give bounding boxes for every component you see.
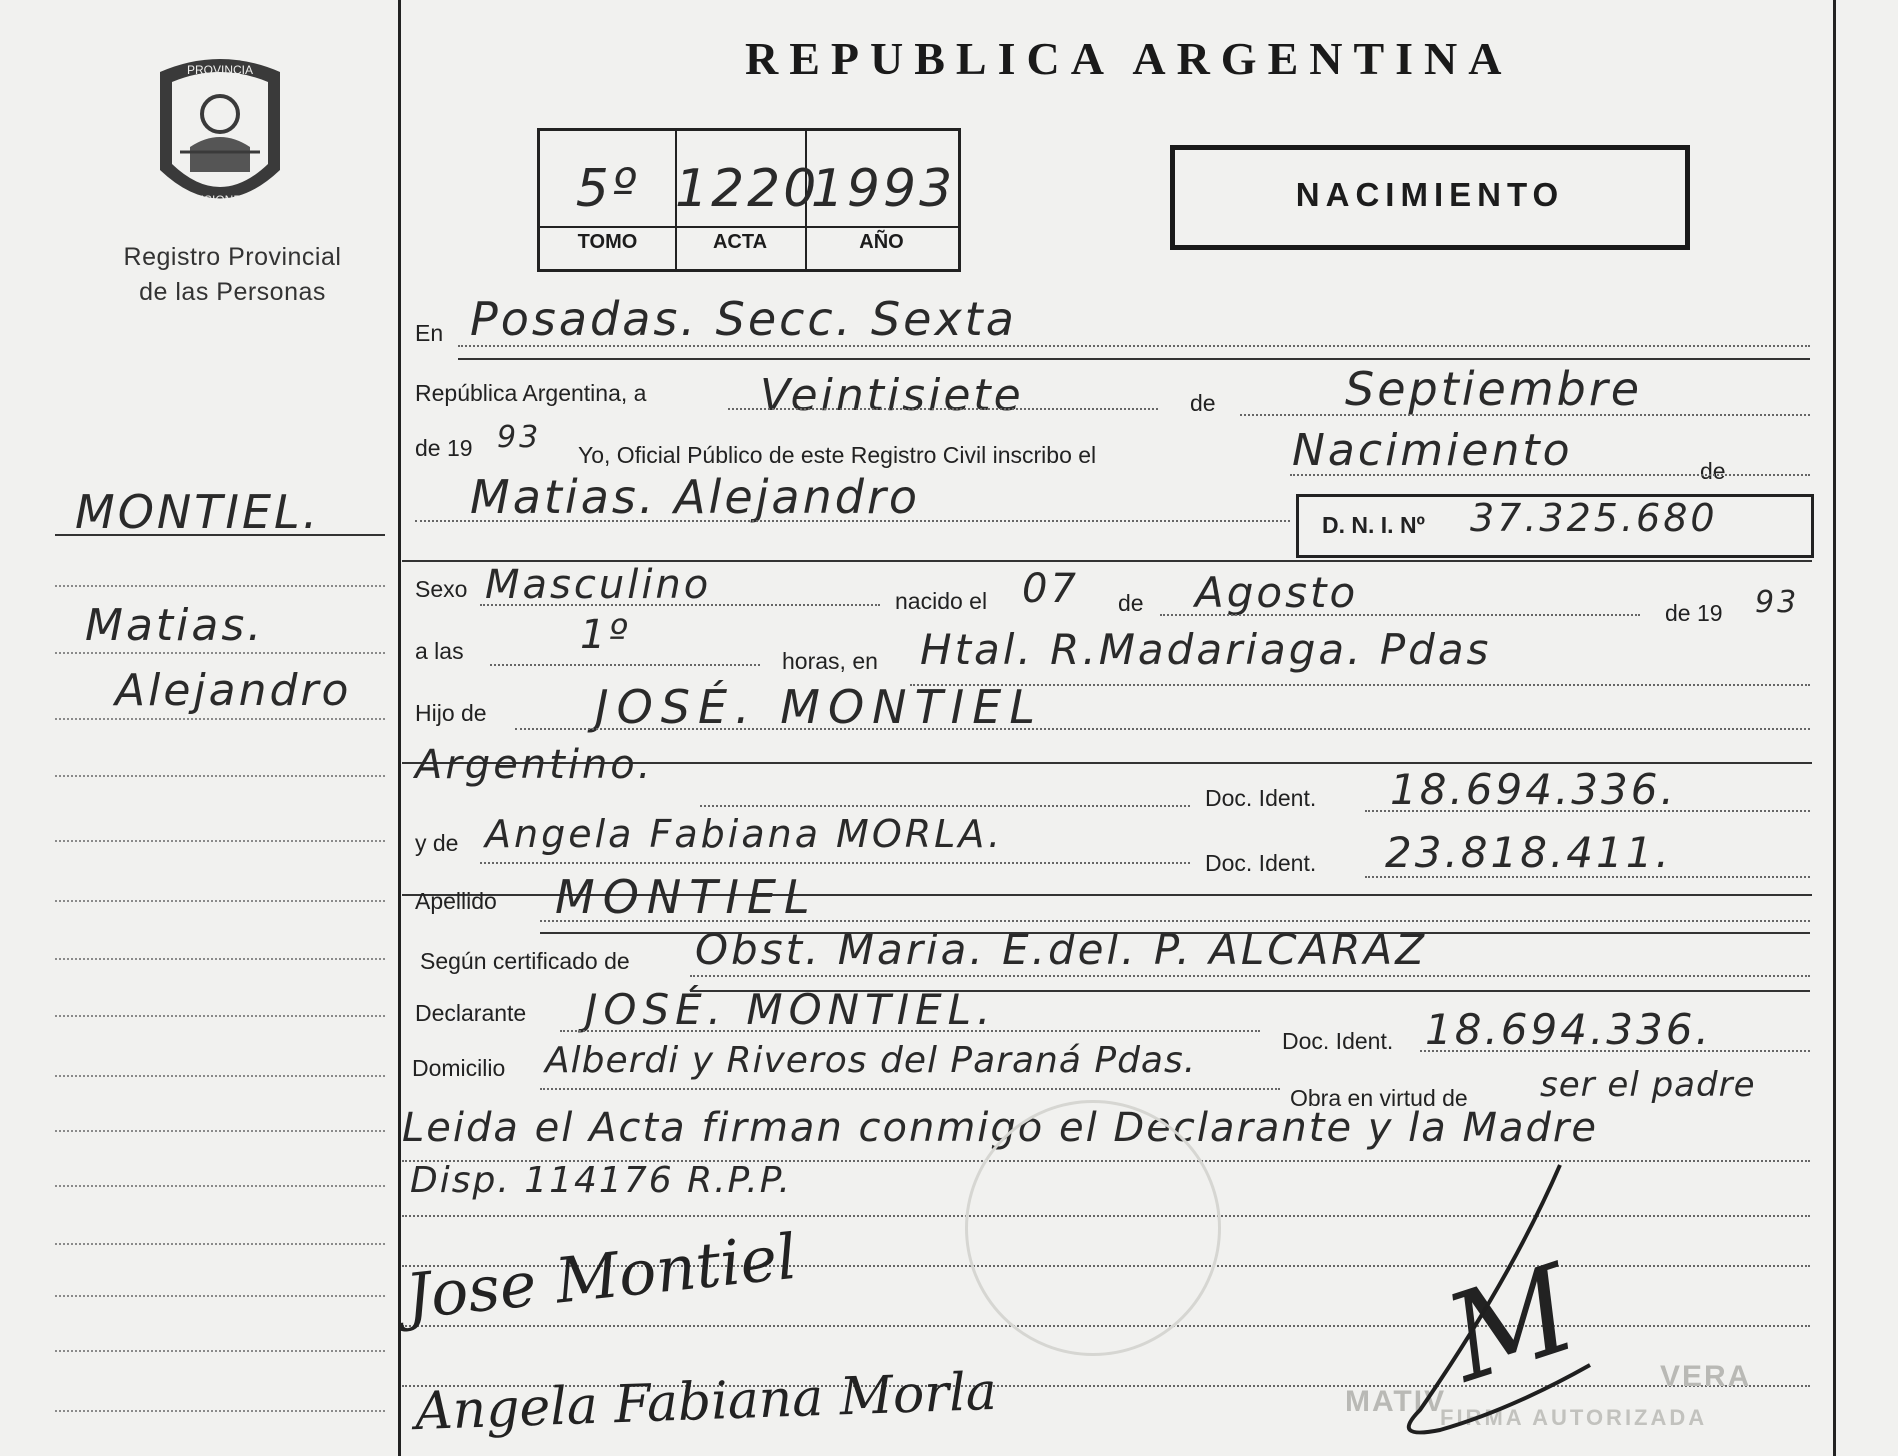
margin-rule <box>55 1243 385 1245</box>
hour-value: 1º <box>580 612 631 658</box>
domicilio-line <box>540 1088 1280 1090</box>
mother-doc-line <box>1365 876 1810 878</box>
en-value: Posadas. Secc. Sexta <box>470 292 1017 346</box>
disp-line: Disp. 114176 R.P.P. <box>410 1160 792 1201</box>
alas-label: a las <box>415 638 464 664</box>
hijo-label: Hijo de <box>415 700 487 726</box>
ano-label: AÑO <box>859 231 904 253</box>
de-label-2: de <box>1700 458 1726 484</box>
father-name: JOSÉ. MONTIEL <box>595 680 1043 734</box>
father-doc-label: Doc. Ident. <box>1205 785 1317 811</box>
stamp-text-3: FIRMA AUTORIZADA <box>1440 1405 1708 1430</box>
person-name: Matias. Alejandro <box>470 470 921 524</box>
margin-rule <box>55 1410 385 1412</box>
margin-rule <box>55 1130 385 1132</box>
ano-value: 1993 <box>810 159 956 219</box>
table-divider <box>540 226 958 228</box>
margin-rule <box>55 1295 385 1297</box>
margin-rule <box>55 1185 385 1187</box>
margin-divider <box>398 0 401 1456</box>
acta-label: ACTA <box>712 231 768 253</box>
declarante-doc-label: Doc. Ident. <box>1282 1028 1394 1054</box>
margin-middle-name: Alejandro <box>115 665 352 716</box>
de-label: de <box>1190 390 1216 416</box>
document-title: REPUBLICA ARGENTINA <box>745 33 1513 84</box>
father-doc-line <box>1365 810 1810 812</box>
record-type-box <box>1170 145 1690 250</box>
birth-year: 93 <box>1755 585 1800 620</box>
father-nationality: Argentino. <box>415 742 654 788</box>
hour-line <box>490 664 760 666</box>
ymother-label: y de <box>415 830 459 856</box>
official-signature-stroke-icon <box>1360 1160 1600 1450</box>
obra-label: Obra en virtud de <box>1290 1085 1468 1111</box>
day-line <box>728 408 1158 410</box>
obra-value: ser el padre <box>1540 1065 1756 1105</box>
sexo-label: Sexo <box>415 576 468 602</box>
margin-rule <box>55 1015 385 1017</box>
registry-line-1: Registro Provincial <box>123 243 342 271</box>
inscribo-label: Yo, Oficial Público de este Registro Civil inscribo el <box>578 442 1097 468</box>
mother-doc-label: Doc. Ident. <box>1205 850 1317 876</box>
birth-de19-label: de 19 <box>1665 600 1723 626</box>
place-line <box>910 684 1810 686</box>
year-value: 93 <box>497 420 542 455</box>
faint-stamp <box>965 1100 1221 1356</box>
seal-top-text: PROVINCIA <box>186 63 254 77</box>
mother-name: Angela Fabiana MORLA. <box>485 812 1004 856</box>
nationality-line <box>700 805 1190 807</box>
certificado-line <box>690 975 1810 977</box>
person-name-line <box>415 520 1290 522</box>
inscribo-value: Nacimiento <box>1292 425 1573 476</box>
nacido-label: nacido el <box>895 588 988 614</box>
signature-official: M <box>1431 1239 1592 1410</box>
certificado-value: Obst. Maria. E.del. P. ALCARAZ <box>695 925 1427 974</box>
month-value: Septiembre <box>1345 362 1643 416</box>
sexo-line <box>480 604 880 606</box>
margin-rule <box>55 1075 385 1077</box>
margin-rule <box>55 840 385 842</box>
en-label: En <box>415 320 444 346</box>
signature-mother: Angela Fabiana Morla <box>414 1361 998 1443</box>
margin-rule <box>55 900 385 902</box>
seal-bottom-text: MISIONES <box>190 193 250 207</box>
father-doc: 18.694.336. <box>1390 765 1677 814</box>
certificado-label: Según certificado de <box>420 948 630 974</box>
en-line <box>458 345 1810 347</box>
margin-surname-line <box>55 534 385 536</box>
apellido-value: MONTIEL <box>555 870 818 924</box>
stamp-text-2: VERA <box>1660 1360 1752 1393</box>
declarante-doc: 18.694.336. <box>1425 1005 1712 1054</box>
margin-rule <box>55 958 385 960</box>
birth-day: 07 <box>1022 566 1079 612</box>
signature-declarant: Jose Montiel <box>402 1219 801 1334</box>
republica-label: República Argentina, a <box>415 380 647 406</box>
birth-month: Agosto <box>1195 568 1359 617</box>
dni-value: 37.325.680 <box>1470 496 1718 540</box>
tomo-value: 5º <box>575 159 640 219</box>
record-type-label: NACIMIENTO <box>1295 176 1565 213</box>
margin-rule <box>55 1350 385 1352</box>
domicilio-label: Domicilio <box>412 1055 506 1081</box>
mother-line <box>480 862 1190 864</box>
margin-rule <box>55 652 385 654</box>
registry-name <box>90 240 375 310</box>
registry-line-2: de las Personas <box>139 278 326 306</box>
place-value: Htal. R.Madariaga. Pdas <box>920 625 1492 674</box>
registry-table <box>537 128 961 272</box>
margin-rule <box>55 775 385 777</box>
father-line <box>515 728 1810 730</box>
horas-label: horas, en <box>782 648 878 674</box>
dni-label: D. N. I. Nº <box>1322 512 1425 538</box>
month-line <box>1240 414 1810 416</box>
margin-surname: MONTIEL. <box>75 485 321 539</box>
margin-rule <box>55 718 385 720</box>
declarante-label: Declarante <box>415 1000 527 1026</box>
tomo-label: TOMO <box>577 231 638 253</box>
birth-de-label: de <box>1118 590 1144 616</box>
en-underline <box>458 358 1810 360</box>
apellido-line <box>540 920 1810 922</box>
provincial-seal-icon <box>150 52 290 217</box>
right-border <box>1833 0 1836 1456</box>
margin-rule <box>55 585 385 587</box>
acta-value: 1220 <box>675 159 820 219</box>
declarante-line <box>560 1030 1260 1032</box>
declarante-value: JOSÉ. MONTIEL. <box>585 985 997 1034</box>
stamp-text-1: MATIV <box>1345 1385 1447 1418</box>
day-value: Veintisiete <box>760 370 1024 421</box>
inscribo-line <box>1290 474 1810 476</box>
declarante-doc-line <box>1420 1050 1810 1052</box>
de19-label: de 19 <box>415 435 473 461</box>
apellido-label: Apellido <box>415 888 497 914</box>
sexo-value: Masculino <box>485 562 712 608</box>
birth-line <box>1160 614 1640 616</box>
margin-first-name: Matias. <box>85 600 265 651</box>
mother-doc: 23.818.411. <box>1385 828 1672 877</box>
leida-line: Leida el Acta firman conmigo el Declarante y la Madre <box>402 1105 1598 1151</box>
domicilio-value: Alberdi y Riveros del Paraná Pdas. <box>545 1040 1197 1081</box>
